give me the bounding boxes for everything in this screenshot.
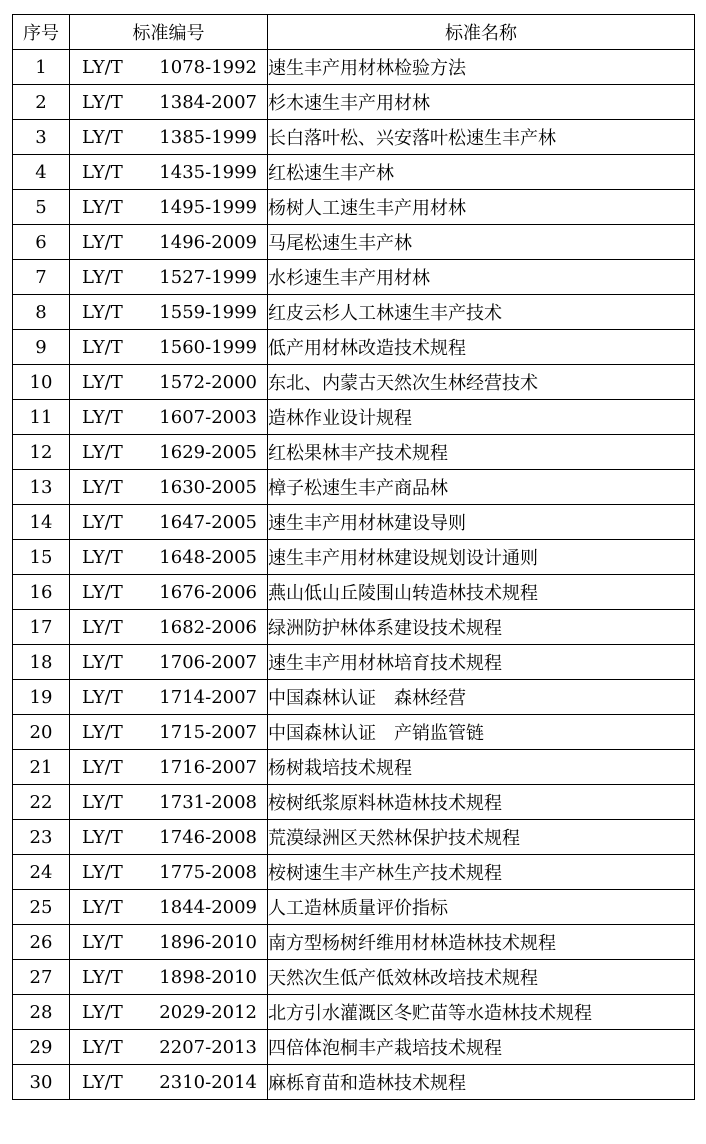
row-serial-number: 29 <box>13 1030 70 1065</box>
standard-number: 1630-2005 <box>159 477 257 498</box>
row-standard-name: 天然次生低产低效林改培技术规程 <box>268 960 695 995</box>
standard-prefix: LY/T <box>82 862 123 883</box>
row-serial-number: 8 <box>13 295 70 330</box>
table-row <box>13 50 695 85</box>
table-row <box>13 785 695 820</box>
row-standard-name: 桉树纸浆原料林造林技术规程 <box>268 785 695 820</box>
table-row <box>13 890 695 925</box>
table-row <box>13 645 695 680</box>
standard-number: 1844-2009 <box>159 897 257 918</box>
table-row <box>13 330 695 365</box>
row-serial-number: 26 <box>13 925 70 960</box>
row-standard-name: 马尾松速生丰产林 <box>268 225 695 260</box>
row-standard-code <box>70 85 268 120</box>
row-serial-number: 9 <box>13 330 70 365</box>
row-standard-code <box>70 820 268 855</box>
standard-number: 1647-2005 <box>159 512 257 533</box>
row-standard-code <box>70 435 268 470</box>
table-row <box>13 120 695 155</box>
standard-number: 1714-2007 <box>159 687 257 708</box>
table-row <box>13 85 695 120</box>
row-standard-name: 北方引水灌溉区冬贮苗等水造林技术规程 <box>268 995 695 1030</box>
row-serial-number: 3 <box>13 120 70 155</box>
standard-prefix: LY/T <box>82 547 123 568</box>
row-standard-code <box>70 470 268 505</box>
header-serial: 序号 <box>13 15 70 50</box>
standard-number: 1682-2006 <box>159 617 257 638</box>
standard-prefix: LY/T <box>82 582 123 603</box>
row-standard-name: 麻栎育苗和造林技术规程 <box>268 1065 695 1100</box>
standard-prefix: LY/T <box>82 127 123 148</box>
row-standard-code <box>70 575 268 610</box>
row-standard-code <box>70 785 268 820</box>
table-row <box>13 505 695 540</box>
standard-number: 1384-2007 <box>159 92 257 113</box>
standard-prefix: LY/T <box>82 372 123 393</box>
row-standard-name: 人工造林质量评价指标 <box>268 890 695 925</box>
row-standard-code <box>70 50 268 85</box>
row-standard-name: 速生丰产用材林建设导则 <box>268 505 695 540</box>
row-standard-name: 红松果林丰产技术规程 <box>268 435 695 470</box>
table-row <box>13 435 695 470</box>
row-standard-name: 长白落叶松、兴安落叶松速生丰产林 <box>268 120 695 155</box>
standard-prefix: LY/T <box>82 617 123 638</box>
table-row <box>13 575 695 610</box>
row-serial-number: 28 <box>13 995 70 1030</box>
standard-prefix: LY/T <box>82 512 123 533</box>
row-standard-code <box>70 750 268 785</box>
row-serial-number: 22 <box>13 785 70 820</box>
row-serial-number: 11 <box>13 400 70 435</box>
table-row <box>13 190 695 225</box>
standard-number: 1560-1999 <box>159 337 257 358</box>
standard-prefix: LY/T <box>82 92 123 113</box>
standard-prefix: LY/T <box>82 652 123 673</box>
row-serial-number: 17 <box>13 610 70 645</box>
standard-number: 2029-2012 <box>159 1002 257 1023</box>
table-row <box>13 400 695 435</box>
row-standard-code <box>70 925 268 960</box>
standard-prefix: LY/T <box>82 722 123 743</box>
table-row <box>13 960 695 995</box>
row-standard-name: 低产用材林改造技术规程 <box>268 330 695 365</box>
standard-number: 1648-2005 <box>159 547 257 568</box>
row-standard-name: 东北、内蒙古天然次生林经营技术 <box>268 365 695 400</box>
row-standard-code <box>70 680 268 715</box>
standard-number: 1385-1999 <box>159 127 257 148</box>
standards-table <box>12 14 695 1100</box>
row-serial-number: 4 <box>13 155 70 190</box>
standard-prefix: LY/T <box>82 1002 123 1023</box>
row-serial-number: 1 <box>13 50 70 85</box>
row-standard-code <box>70 295 268 330</box>
row-standard-code <box>70 330 268 365</box>
table-row <box>13 680 695 715</box>
standard-number: 1731-2008 <box>159 792 257 813</box>
row-standard-name: 桉树速生丰产林生产技术规程 <box>268 855 695 890</box>
row-standard-name: 四倍体泡桐丰产栽培技术规程 <box>268 1030 695 1065</box>
row-standard-code <box>70 225 268 260</box>
row-serial-number: 7 <box>13 260 70 295</box>
row-standard-code <box>70 505 268 540</box>
standard-number: 1629-2005 <box>159 442 257 463</box>
standard-prefix: LY/T <box>82 967 123 988</box>
standard-number: 1078-1992 <box>159 57 257 78</box>
row-standard-name: 速生丰产用材林检验方法 <box>268 50 695 85</box>
row-standard-name: 杉木速生丰产用材林 <box>268 85 695 120</box>
row-serial-number: 5 <box>13 190 70 225</box>
row-standard-name: 速生丰产用材林培育技术规程 <box>268 645 695 680</box>
table-row <box>13 995 695 1030</box>
standard-prefix: LY/T <box>82 757 123 778</box>
table-body <box>13 50 695 1100</box>
standard-prefix: LY/T <box>82 57 123 78</box>
table-row <box>13 1030 695 1065</box>
table-row <box>13 260 695 295</box>
standard-prefix: LY/T <box>82 442 123 463</box>
standard-prefix: LY/T <box>82 407 123 428</box>
table-row <box>13 1065 695 1100</box>
table-row <box>13 925 695 960</box>
row-standard-name: 中国森林认证 产销监管链 <box>268 715 695 750</box>
standard-number: 1495-1999 <box>159 197 257 218</box>
table-row <box>13 295 695 330</box>
standard-prefix: LY/T <box>82 232 123 253</box>
standard-prefix: LY/T <box>82 827 123 848</box>
row-standard-name: 荒漠绿洲区天然林保护技术规程 <box>268 820 695 855</box>
row-standard-name: 樟子松速生丰产商品林 <box>268 470 695 505</box>
standard-number: 1746-2008 <box>159 827 257 848</box>
header-standard-name: 标准名称 <box>268 15 695 50</box>
row-serial-number: 18 <box>13 645 70 680</box>
row-standard-code <box>70 400 268 435</box>
row-standard-code <box>70 610 268 645</box>
table-row <box>13 365 695 400</box>
row-standard-name: 绿洲防护林体系建设技术规程 <box>268 610 695 645</box>
row-standard-code <box>70 540 268 575</box>
table-row <box>13 540 695 575</box>
header-standard-code: 标准编号 <box>70 15 268 50</box>
row-standard-code <box>70 1030 268 1065</box>
row-standard-name: 速生丰产用材林建设规划设计通则 <box>268 540 695 575</box>
standard-number: 1706-2007 <box>159 652 257 673</box>
standard-number: 1572-2000 <box>159 372 257 393</box>
row-serial-number: 24 <box>13 855 70 890</box>
row-standard-name: 水杉速生丰产用材林 <box>268 260 695 295</box>
standard-number: 1715-2007 <box>159 722 257 743</box>
standard-prefix: LY/T <box>82 1037 123 1058</box>
standard-prefix: LY/T <box>82 267 123 288</box>
table-row <box>13 610 695 645</box>
row-standard-code <box>70 645 268 680</box>
row-standard-code <box>70 260 268 295</box>
row-standard-name: 造林作业设计规程 <box>268 400 695 435</box>
standard-prefix: LY/T <box>82 792 123 813</box>
row-standard-code <box>70 960 268 995</box>
row-serial-number: 25 <box>13 890 70 925</box>
row-serial-number: 13 <box>13 470 70 505</box>
row-serial-number: 6 <box>13 225 70 260</box>
standard-prefix: LY/T <box>82 932 123 953</box>
standard-number: 1496-2009 <box>159 232 257 253</box>
standard-number: 2207-2013 <box>159 1037 257 1058</box>
standard-number: 1607-2003 <box>159 407 257 428</box>
table-row <box>13 855 695 890</box>
row-standard-name: 杨树栽培技术规程 <box>268 750 695 785</box>
standard-prefix: LY/T <box>82 1072 123 1093</box>
row-standard-name: 燕山低山丘陵围山转造林技术规程 <box>268 575 695 610</box>
row-standard-name: 杨树人工速生丰产用材林 <box>268 190 695 225</box>
row-serial-number: 10 <box>13 365 70 400</box>
row-serial-number: 14 <box>13 505 70 540</box>
row-standard-name: 红皮云杉人工林速生丰产技术 <box>268 295 695 330</box>
row-serial-number: 20 <box>13 715 70 750</box>
row-standard-code <box>70 855 268 890</box>
table-row <box>13 715 695 750</box>
row-serial-number: 15 <box>13 540 70 575</box>
table-row <box>13 470 695 505</box>
standard-prefix: LY/T <box>82 302 123 323</box>
row-standard-name: 红松速生丰产林 <box>268 155 695 190</box>
row-standard-code <box>70 1065 268 1100</box>
standard-prefix: LY/T <box>82 162 123 183</box>
standard-number: 1896-2010 <box>159 932 257 953</box>
standard-number: 1435-1999 <box>159 162 257 183</box>
standard-number: 1559-1999 <box>159 302 257 323</box>
standard-number: 1676-2006 <box>159 582 257 603</box>
standard-prefix: LY/T <box>82 197 123 218</box>
row-serial-number: 19 <box>13 680 70 715</box>
table-row <box>13 750 695 785</box>
standard-number: 1716-2007 <box>159 757 257 778</box>
row-standard-name: 南方型杨树纤维用材林造林技术规程 <box>268 925 695 960</box>
standard-prefix: LY/T <box>82 477 123 498</box>
row-serial-number: 27 <box>13 960 70 995</box>
standard-prefix: LY/T <box>82 897 123 918</box>
row-standard-code <box>70 365 268 400</box>
standard-number: 1775-2008 <box>159 862 257 883</box>
row-serial-number: 16 <box>13 575 70 610</box>
standard-number: 2310-2014 <box>159 1072 257 1093</box>
row-serial-number: 12 <box>13 435 70 470</box>
row-standard-code <box>70 190 268 225</box>
standard-number: 1898-2010 <box>159 967 257 988</box>
row-standard-code <box>70 120 268 155</box>
row-standard-code <box>70 890 268 925</box>
table-row <box>13 820 695 855</box>
table-row <box>13 225 695 260</box>
table-row <box>13 155 695 190</box>
row-serial-number: 23 <box>13 820 70 855</box>
header-row <box>13 15 695 50</box>
standard-number: 1527-1999 <box>159 267 257 288</box>
row-standard-code <box>70 995 268 1030</box>
standard-prefix: LY/T <box>82 337 123 358</box>
row-serial-number: 2 <box>13 85 70 120</box>
row-serial-number: 30 <box>13 1065 70 1100</box>
row-standard-code <box>70 155 268 190</box>
row-serial-number: 21 <box>13 750 70 785</box>
row-standard-name: 中国森林认证 森林经营 <box>268 680 695 715</box>
row-standard-code <box>70 715 268 750</box>
standard-prefix: LY/T <box>82 687 123 708</box>
